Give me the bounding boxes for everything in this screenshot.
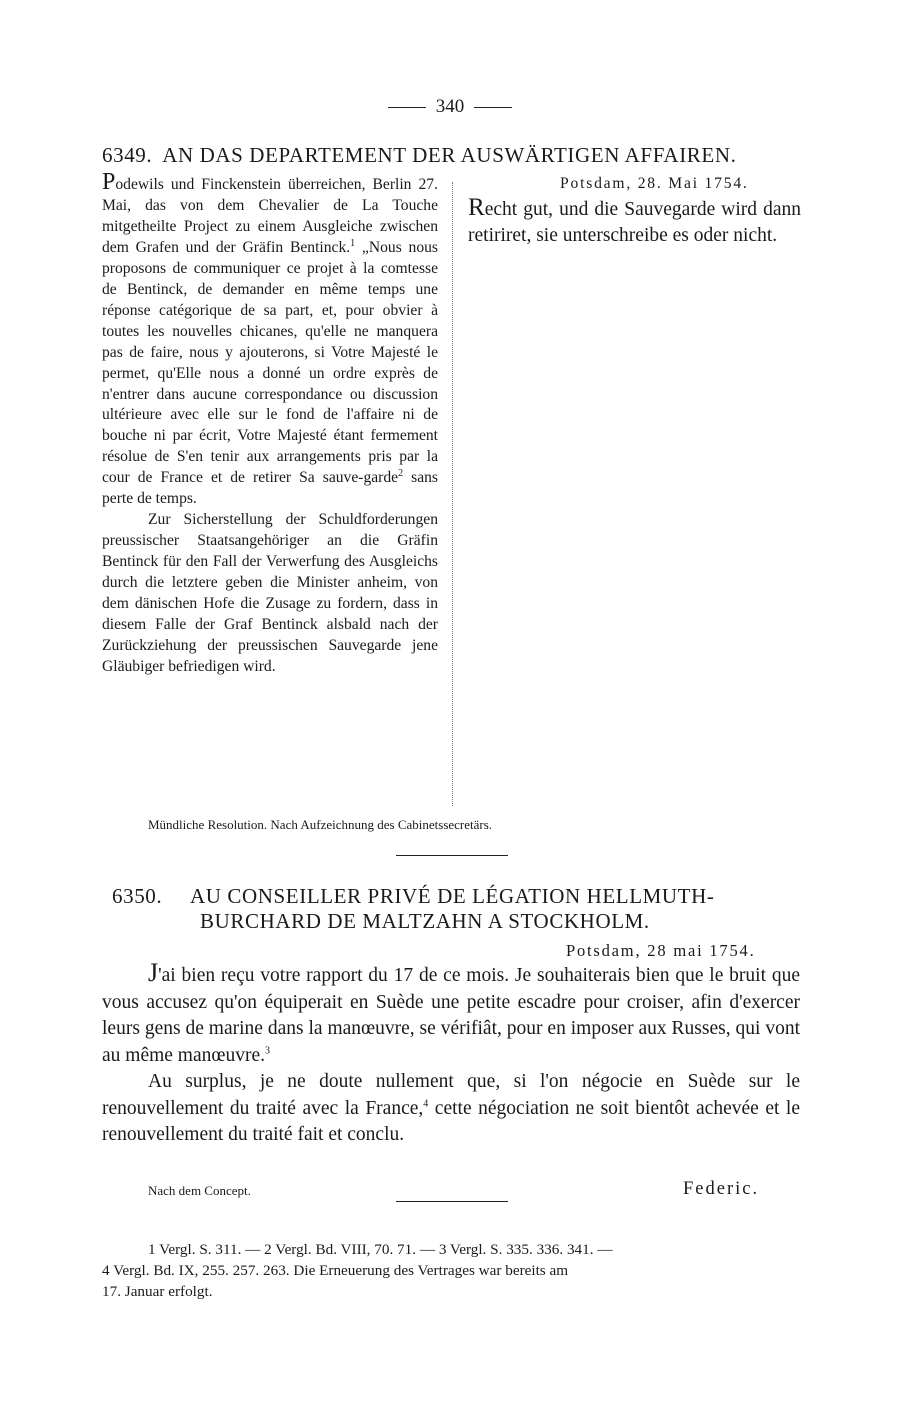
- footnote-ref-3: 3: [264, 1045, 270, 1056]
- letter-6350-title-line-2: BURCHARD DE MALTZAHN A STOCKHOLM.: [200, 909, 650, 933]
- resolution-text: echt gut, und die Sauvegarde wird dann retiriret, sie unterschreibe es oder nicht.: [468, 199, 801, 246]
- letter-6349-heading: [102, 143, 802, 168]
- letter-6350-source-note: Nach dem Concept.: [148, 1183, 251, 1198]
- letter-6350-paragraph-2: [102, 1069, 800, 1149]
- letter-6349-resolution: [468, 194, 801, 249]
- letter-6350-paragraph-2-text-b: cette négociation ne soit bientôt achevée et le renouvellement du traité fait et conclu.: [102, 1097, 801, 1145]
- letter-6350-paragraph-1-text: 'ai bien reçu votre rapport du 17 de ce mois. Je souhaiterais bien que le bruit que vous accusez qu'on équiperait en Suède une petite escadre pour croiser, afin d'exercer leurs gens de marine dans la manœuvre, se vérifiât, pour en imposer aux Russes, qui vont au même manœuvre.: [102, 965, 800, 1066]
- page-number-dash-left: [388, 107, 426, 108]
- letter-6350-place-date: Potsdam, 28 mai 1754.: [566, 941, 756, 960]
- footnote-line-3: 17. Januar erfolgt.: [102, 1283, 213, 1300]
- footnote-ref-4: 4: [423, 1098, 429, 1109]
- letter-6350-paragraph-2-text-a: Au surplus, je ne doute nullement que, si l'on négocie en Suède sur le renouvellement du traité avec la France,: [102, 1071, 800, 1119]
- footnote-ref-1: 1: [350, 237, 356, 249]
- letter-6350-title-line-1: AU CONSEILLER PRIVÉ DE LÉGATION HELLMUTH-: [190, 884, 715, 908]
- letter-6349-source-note: Mündliche Resolution. Nach Aufzeichnung des Cabinetssecretärs.: [148, 817, 493, 832]
- footnotes: [102, 1239, 800, 1302]
- section-separator: [396, 855, 508, 856]
- summary-paragraph-1: [102, 169, 438, 510]
- letter-6350-initial: J: [148, 958, 159, 987]
- column-divider: [452, 182, 453, 806]
- summary-initial: P: [102, 169, 116, 195]
- footnote-line-2: 4 Vergl. Bd. IX, 255. 257. 263. Die Erneuerung des Vertrages war bereits am: [102, 1262, 569, 1279]
- page-number-dash-right: [474, 107, 512, 108]
- summary-text-b: „Nous nous proposons de communiquer ce projet à la comtesse de Bentinck, de demander en même temps une réponse catégorique de sa part, et, pour obvier à toutes les nouvelles chicanes, qu'elle ne manquera pas de faire, nous y ajouterons, si Votre Majesté le permet, qu'Elle nous a donné un ordre exprès de n'entrer dans aucune correspondance ou discussion ultérieure avec elle sur le fond de l'affaire ni de bouche ni par écrit, Votre Majesté étant fermement résolue de S'en tenir aux arrangements pris par la cour de France et de retirer Sa sauve-garde: [102, 238, 438, 487]
- resolution-initial: R: [468, 194, 485, 221]
- letter-6349-number: 6349.: [102, 143, 153, 167]
- letter-6349-summary: [102, 169, 438, 678]
- footnote-line-1: 1 Vergl. S. 311. — 2 Vergl. Bd. VIII, 70. 71. — 3 Vergl. S. 335. 336. 341. —: [148, 1241, 613, 1258]
- letter-6350-body: [102, 958, 801, 1149]
- letter-6350-number: 6350.: [112, 884, 163, 908]
- letter-6349-place-date: Potsdam, 28. Mai 1754.: [560, 175, 749, 192]
- page-number-text: 340: [435, 96, 465, 117]
- page-number: [0, 96, 900, 118]
- summary-text-c: sans perte de temps.: [102, 469, 438, 508]
- footnote-ref-2: 2: [398, 468, 404, 480]
- letter-6349-title: AN DAS DEPARTEMENT DER AUSWÄRTIGEN AFFAIREN.: [162, 143, 737, 167]
- letter-6350-paragraph-1: [102, 958, 800, 1069]
- letter-6350-signature: Federic.: [683, 1179, 760, 1199]
- summary-paragraph-2: Zur Sicherstellung der Schuldforderungen preussischer Staatsangehöriger an die Gräfin Bentinck für den Fall der Verwerfung des Ausgleichs durch die letztere geben die Minister anheim, von dem dänischen Hofe die Zusage zu fordern, dass in diesem Falle der Graf Bentinck alsbald nach der Zurückziehung der preussischen Sauvegarde jene Gläubiger befriedigen wird.: [102, 511, 438, 675]
- signature-separator: [396, 1201, 508, 1202]
- summary-text-a: odewils und Finckenstein überreichen, Berlin 27. Mai, das von dem Chevalier de La Touche mitgetheilte Project zu einem Ausgleiche zwischen dem Grafen und der Gräfin Bentinck.: [102, 176, 438, 256]
